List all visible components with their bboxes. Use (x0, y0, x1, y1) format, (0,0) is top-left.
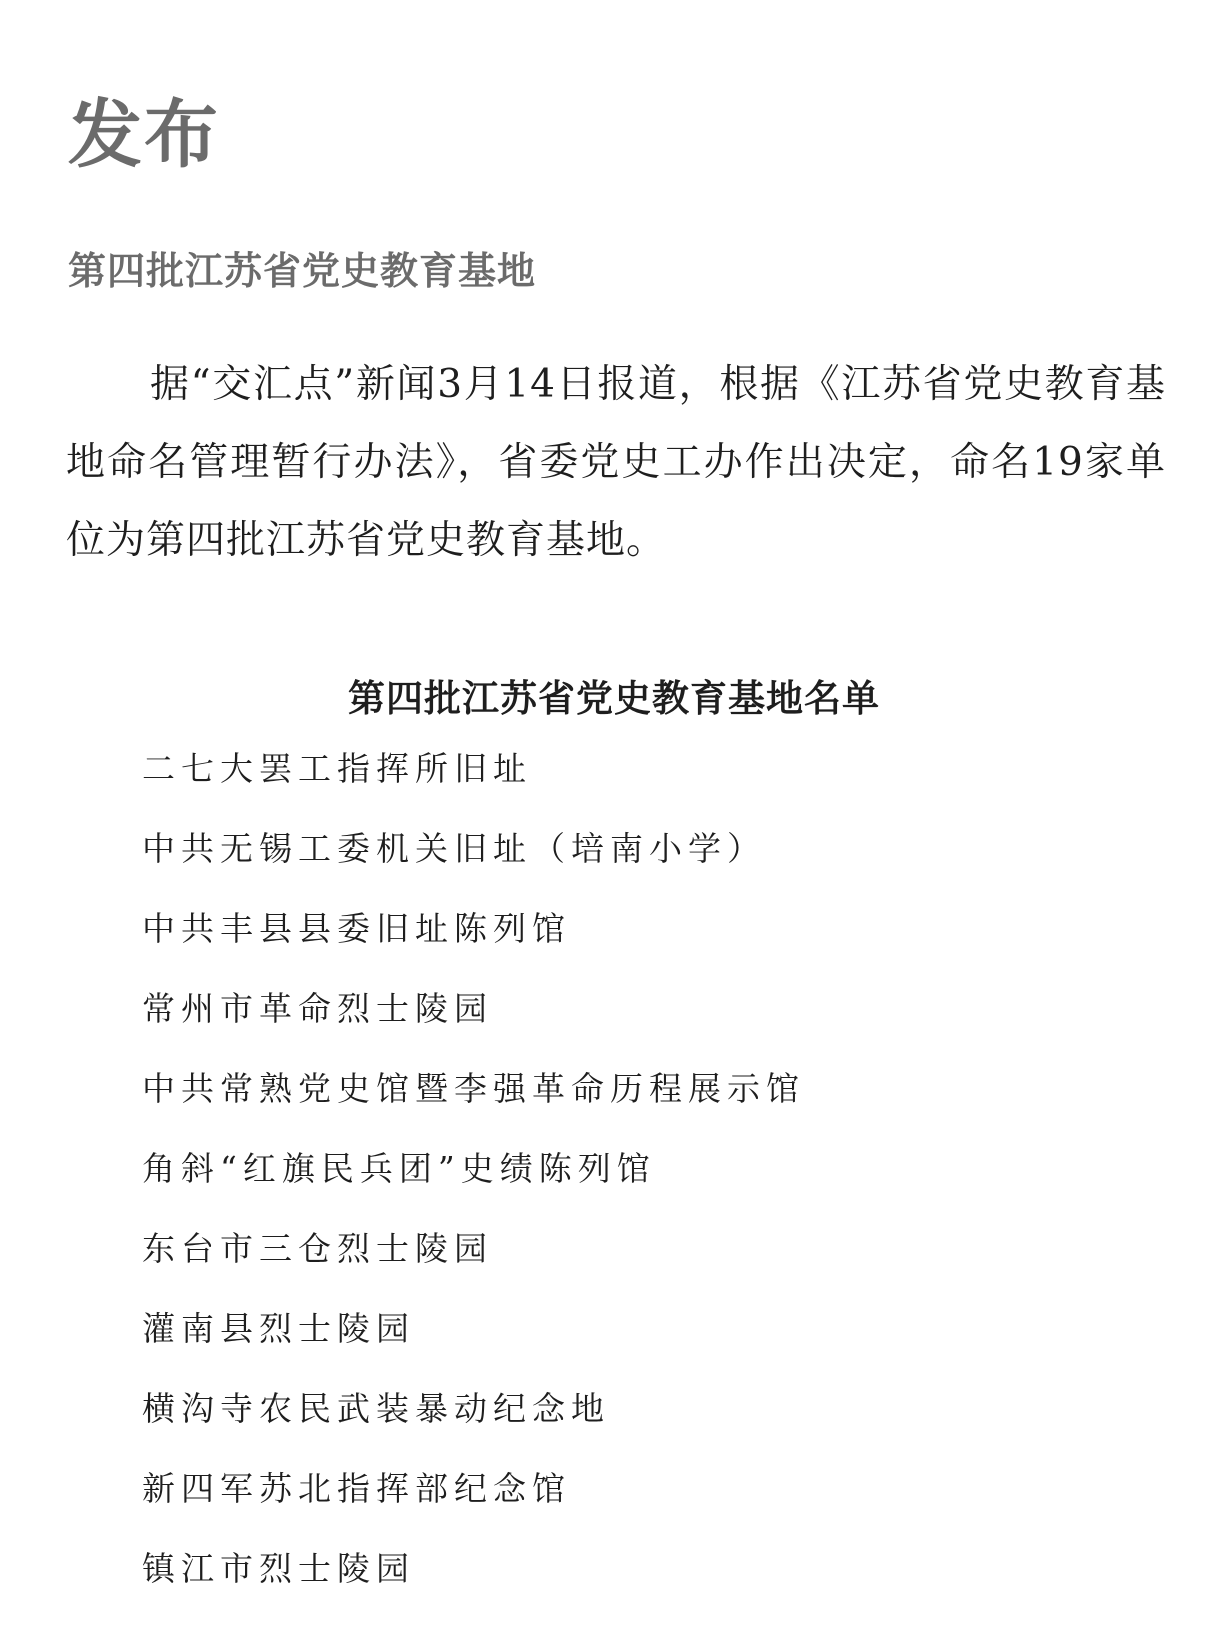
list-item: 中共常熟党史馆暨李强革命历程展示馆 (142, 1069, 805, 1108)
list-item: 横沟寺农民武装暴动纪念地 (142, 1389, 610, 1428)
list-item: 镇江市烈士陵园 (142, 1549, 415, 1588)
article-body: 据“交汇点”新闻3月14日报道，根据《江苏省党史教育基地命名管理暂行办法》，省委党史工办作出决定，命名19家单位为第四批江苏省党史教育基地。 (66, 362, 1166, 563)
section-label: 发布 (68, 92, 220, 178)
list-item: 灌南县烈士陵园 (142, 1309, 415, 1348)
list-item: 中共无锡工委机关旧址（培南小学） (142, 829, 766, 868)
article-title: 第四批江苏省党史教育基地 (68, 248, 537, 293)
list-title: 第四批江苏省党史教育基地名单 (348, 677, 880, 720)
list-item: 角斜“红旗民兵团”史绩陈列馆 (142, 1149, 656, 1188)
list-item: 东台市三仓烈士陵园 (142, 1229, 493, 1268)
list-item: 常州市革命烈士陵园 (142, 989, 493, 1028)
list-item: 中共丰县县委旧址陈列馆 (142, 909, 571, 948)
list-item: 二七大罢工指挥所旧址 (142, 749, 532, 788)
list-item: 新四军苏北指挥部纪念馆 (142, 1469, 571, 1508)
education-base-list (142, 749, 805, 1632)
